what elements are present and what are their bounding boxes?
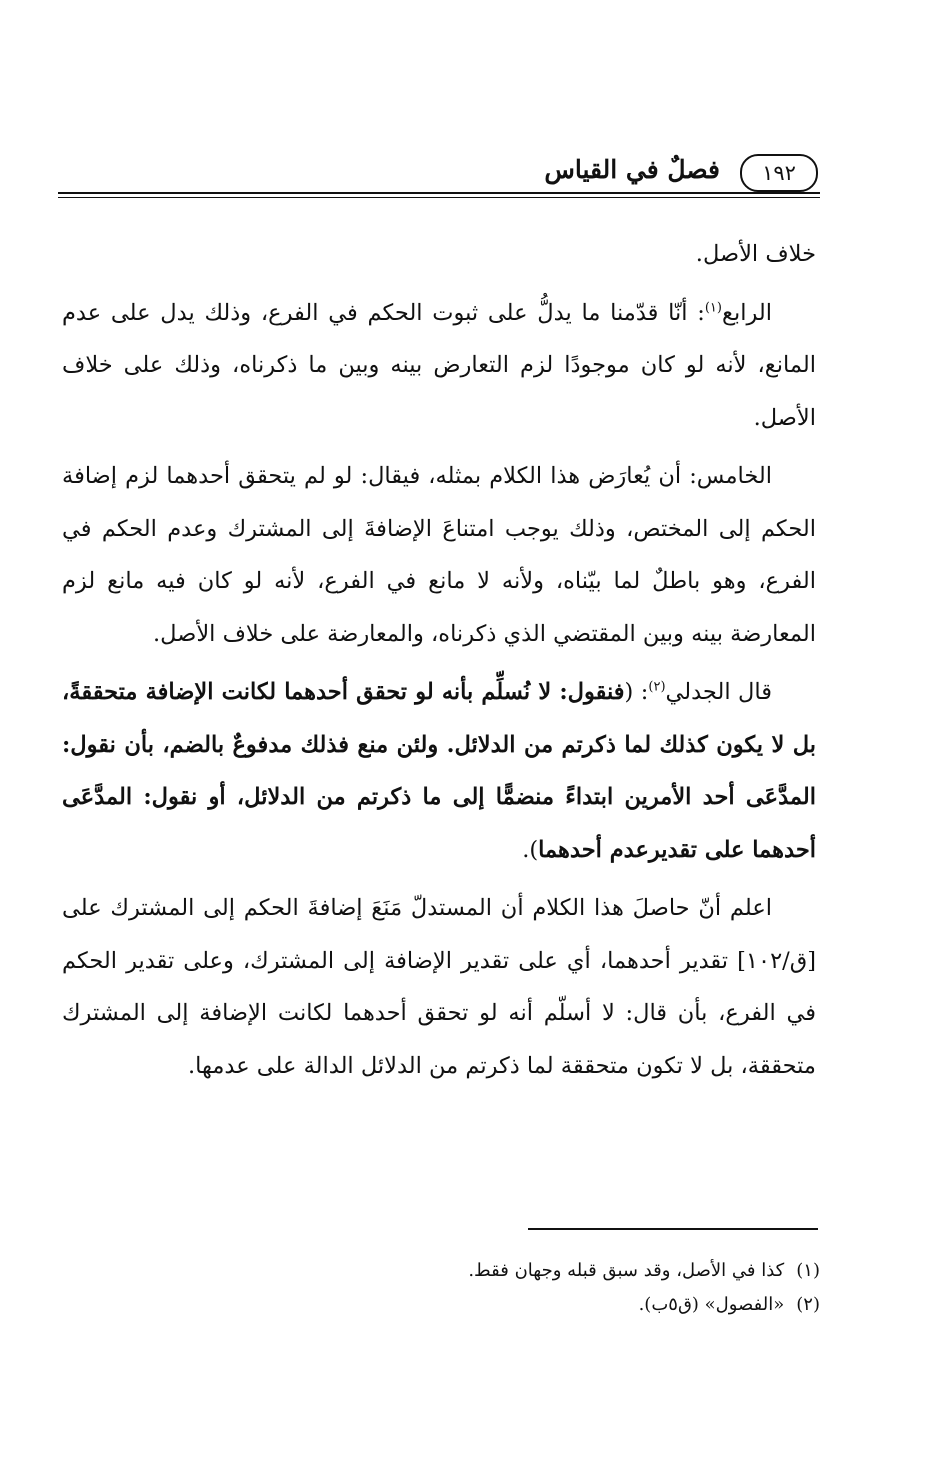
footnote-1 (120, 1254, 820, 1288)
paragraph-2-lead: الرابع (721, 299, 772, 326)
footnote-1-mark: (١) (796, 1260, 820, 1281)
paragraph-4 (62, 666, 816, 876)
header-rule-thin (58, 197, 820, 198)
footnotes (120, 1254, 820, 1322)
main-text (62, 228, 816, 1098)
footnote-2-mark: (٢) (796, 1294, 820, 1315)
footnote-ref-1: (١) (704, 300, 722, 315)
paragraph-5: اعلم أنّ حاصلَ هذا الكلام أن المستدلّ مَنَعَ إضافةَ الحكم إلى المشترك على [ق/١٠٢] تقدير أحدهما، أي على تقدير الإضافة إلى المشترك، وعلى تقدير الحكم في الفرع، بأن قال: لا أسلّم أنه لو تحقق أحدهما لكانت الإضافة إلى المشترك متحققة، بل لا تكون متحققة لما ذكرتم من الدلائل الدالة على عدمها. (62, 895, 816, 1079)
footnote-rule (528, 1228, 818, 1230)
paragraph-2 (62, 287, 816, 445)
page-number: ١٩٢ (740, 154, 818, 192)
quoted-text: فنقول: لا نُسلِّم بأنه لو تحقق أحدهما لكانت الإضافة متحققةً، بل لا يكون كذلك لما ذكرتم من الدلائل. ولئن منع فذلك مدفوعٌ بالضم، بأن نقول: المدَّعَى أحد الأمرين ابتداءً منضمًّا إلى ما ذكرتم من الدلائل، أو نقول: المدَّعَى أحدهما على تقديرعدم أحدهما (62, 679, 816, 863)
paragraph-4-close: ). (522, 836, 539, 863)
paragraph-3: الخامس: أن يُعارَض هذا الكلام بمثله، فيقال: لو لم يتحقق أحدهما لزم إضافة الحكم إلى المختص، وذلك يوجب امتناعَ الإضافةَ إلى المشترك وعدم الحكم في الفرع، وهو باطلٌ لما بيّناه، ولأنه لا مانع في الفرع، لأنه لو كان فيه مانع لزم المعارضة بينه وبين المقتضي الذي ذكرناه، والمعارضة على خلاف الأصل. (62, 463, 816, 647)
page-header (58, 150, 820, 198)
header-rule (58, 192, 820, 194)
running-title: فصلٌ في القياس (544, 155, 720, 184)
footnote-2 (120, 1288, 820, 1322)
paragraph-2-text: : أنّا قدّمنا ما يدلُّ على ثبوت الحكم في الفرع، وذلك يدل على عدم المانع، لأنه لو كان موجودًا لزم التعارض بينه وبين ما ذكرناه، وذلك على خلاف الأصل. (62, 299, 816, 431)
footnote-2-text: «الفصول» (ق٥ب). (638, 1294, 785, 1315)
paragraph-4-lead: قال الجدلي (665, 679, 772, 705)
paragraph-1: خلاف الأصل. (695, 241, 816, 267)
footnote-1-text: كذا في الأصل، وقد سبق قبله وجهان فقط. (468, 1260, 785, 1281)
footnote-ref-2: (٢) (648, 679, 666, 695)
paragraph-4-open: : ( (624, 679, 649, 705)
